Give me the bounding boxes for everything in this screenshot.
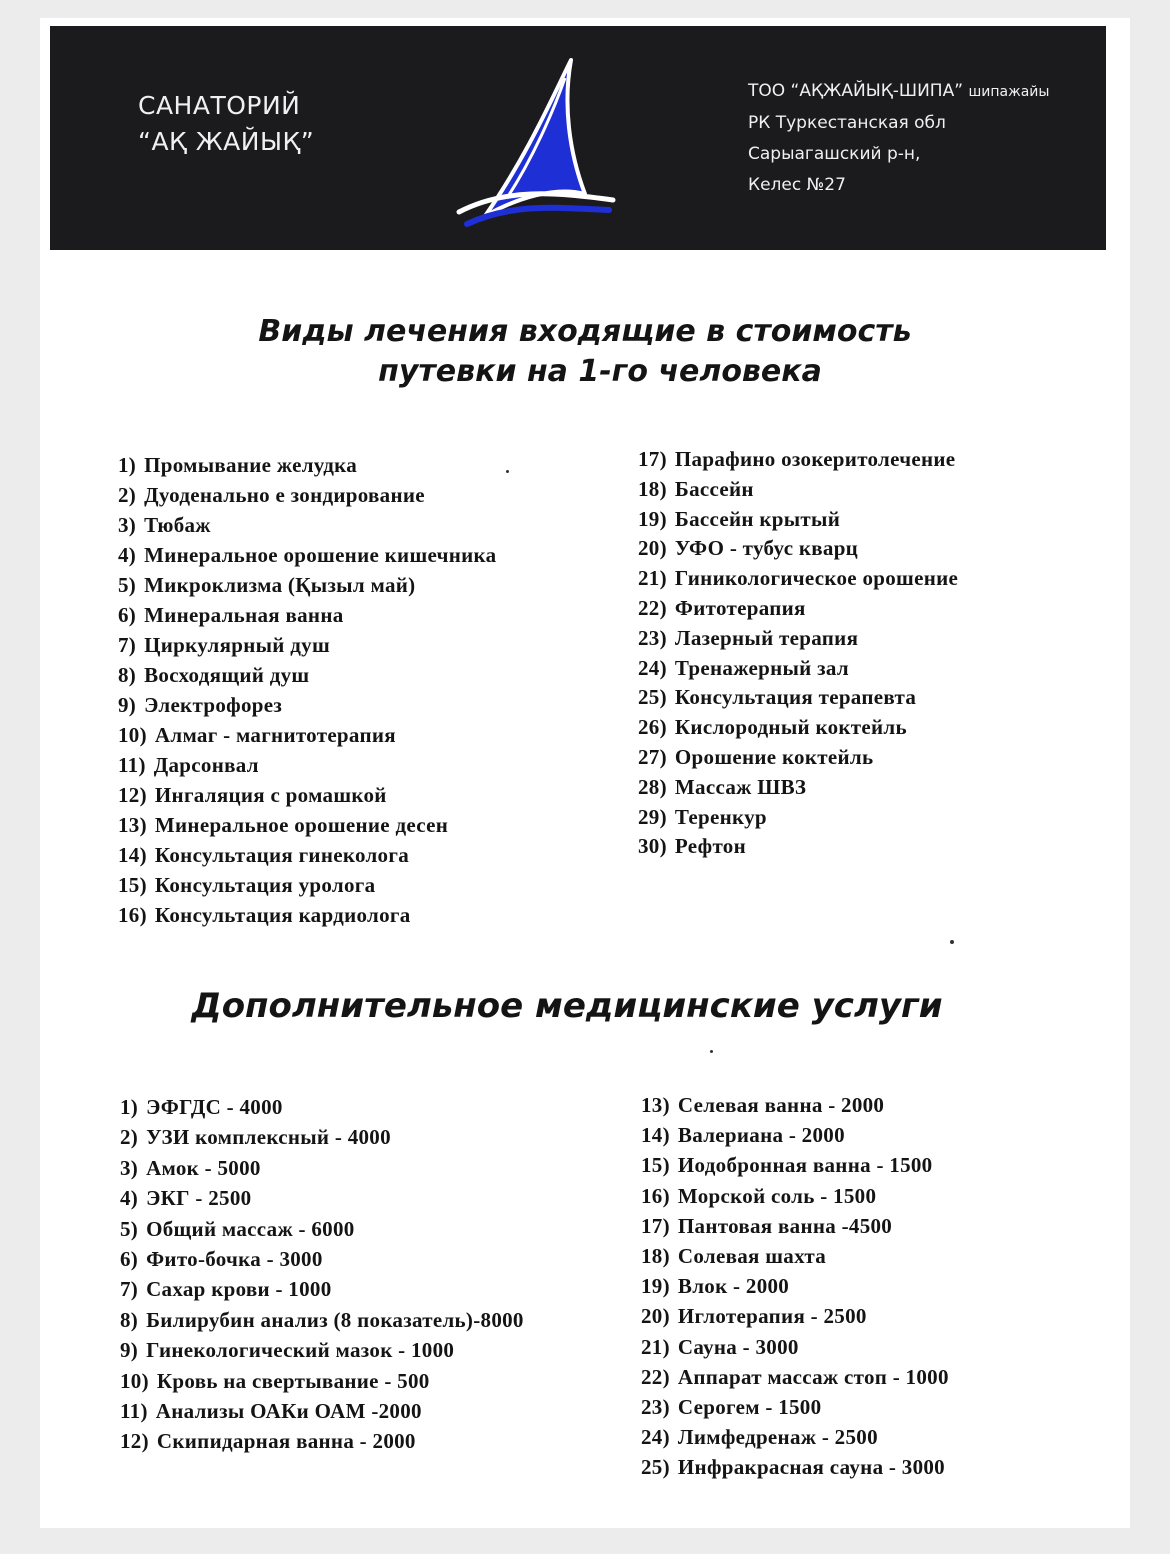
item-number: 16) <box>641 1183 670 1208</box>
item-number: 12) <box>120 1429 149 1454</box>
list-item <box>118 750 496 780</box>
list-item <box>120 1244 524 1274</box>
item-text: Иглотерапия - 2500 <box>677 1304 867 1329</box>
item-number: 17) <box>641 1213 670 1238</box>
item-text: Тренажерный зал <box>674 655 849 680</box>
list-item <box>641 1422 949 1452</box>
item-number: 2) <box>120 1125 139 1150</box>
list-item <box>118 690 496 720</box>
item-number: 4) <box>118 543 137 567</box>
included-treatments-list-right <box>638 445 958 862</box>
list-item <box>120 1335 524 1365</box>
list-item <box>118 780 496 810</box>
list-item <box>638 803 958 833</box>
item-text: Консультация кардиолога <box>154 903 411 927</box>
list-item <box>638 445 958 475</box>
item-number: 15) <box>118 873 147 897</box>
company-line-3: Сарыагашский р-н, <box>748 144 921 164</box>
item-number: 20) <box>638 536 667 561</box>
list-item <box>638 534 958 564</box>
section1-title-line-1: Виды лечения входящие в стоимость <box>258 314 912 349</box>
item-text: УЗИ комплексный - 4000 <box>146 1125 391 1150</box>
list-item <box>638 713 958 743</box>
company-info <box>748 76 1049 201</box>
item-text: Рефтон <box>674 834 747 859</box>
list-item <box>641 1301 949 1331</box>
item-number: 18) <box>638 476 667 501</box>
list-item <box>638 594 958 624</box>
list-item <box>118 480 496 510</box>
list-item <box>641 1362 949 1392</box>
item-text: Сахар крови - 1000 <box>146 1277 332 1302</box>
item-text: Восходящий душ <box>144 663 310 687</box>
scan-speck <box>710 1050 713 1053</box>
list-item <box>641 1392 949 1422</box>
item-text: Циркулярный душ <box>144 633 331 657</box>
item-text: Лазерный терапия <box>674 625 859 650</box>
list-item <box>641 1332 949 1362</box>
item-number: 27) <box>638 744 667 769</box>
item-text: УФО - тубус кварц <box>674 536 859 561</box>
item-number: 29) <box>638 804 667 829</box>
item-number: 18) <box>641 1244 670 1269</box>
item-text: Морской соль - 1500 <box>677 1183 877 1208</box>
item-text: ЭФГДС - 4000 <box>146 1095 283 1119</box>
item-text: Серогем - 1500 <box>677 1395 822 1420</box>
item-text: Гиникологическое орошение <box>674 566 959 591</box>
list-item <box>118 600 496 630</box>
item-number: 12) <box>118 783 147 807</box>
item-number: 24) <box>641 1425 670 1450</box>
item-text: Фитотерапия <box>674 595 806 620</box>
scan-speck <box>950 940 954 944</box>
list-item <box>118 540 496 570</box>
list-item <box>120 1274 524 1304</box>
item-text: Парафино озокеритолечение <box>674 447 956 471</box>
list-item <box>118 870 496 900</box>
item-number: 24) <box>638 655 667 680</box>
company-name: ТОО “АҚЖАЙЫҚ-ШИПА” <box>748 81 964 101</box>
brand-name <box>138 88 314 160</box>
header-banner <box>50 26 1106 250</box>
list-item <box>120 1396 524 1426</box>
list-item <box>120 1122 524 1152</box>
item-number: 17) <box>638 447 667 471</box>
item-text: Солевая шахта <box>677 1244 827 1269</box>
item-number: 3) <box>120 1155 139 1180</box>
item-number: 21) <box>641 1334 670 1359</box>
item-text: Минеральное орошение кишечника <box>144 543 497 567</box>
list-item <box>641 1452 949 1482</box>
list-item <box>638 773 958 803</box>
list-item <box>118 510 496 540</box>
company-name-suffix: шипажайы <box>968 84 1050 100</box>
item-text: Пантовая ванна -4500 <box>677 1213 893 1238</box>
item-number: 8) <box>118 663 137 687</box>
item-text: Минеральная ванна <box>144 603 344 627</box>
item-number: 26) <box>638 715 667 740</box>
item-text: Кровь на свертывание - 500 <box>156 1368 430 1393</box>
item-text: Амок - 5000 <box>146 1155 261 1180</box>
list-item <box>641 1181 949 1211</box>
extra-services-list-left <box>120 1092 524 1457</box>
list-item <box>118 570 496 600</box>
item-text: Консультация терапевта <box>674 685 917 710</box>
company-line-1 <box>748 76 1049 108</box>
item-number: 3) <box>118 513 137 537</box>
list-item <box>638 832 958 862</box>
list-item <box>641 1271 949 1301</box>
item-number: 10) <box>118 723 147 747</box>
list-item <box>118 720 496 750</box>
item-text: Микроклизма (Қызыл май) <box>144 573 416 597</box>
item-text: Алмаг - магнитотерапия <box>154 723 396 747</box>
list-item <box>118 840 496 870</box>
item-number: 19) <box>638 506 667 531</box>
item-text: Бассейн <box>674 476 754 501</box>
item-text: Тюбаж <box>144 513 211 537</box>
item-number: 9) <box>118 693 137 717</box>
list-item <box>638 624 958 654</box>
item-number: 5) <box>118 573 137 597</box>
item-number: 1) <box>118 453 137 477</box>
item-number: 10) <box>120 1368 149 1393</box>
item-text: Анализы ОАКи ОАМ -2000 <box>155 1399 422 1424</box>
list-item <box>120 1153 524 1183</box>
item-text: Валериана - 2000 <box>677 1123 845 1148</box>
item-text: Аппарат массаж стоп - 1000 <box>677 1364 949 1389</box>
list-item <box>638 654 958 684</box>
item-number: 7) <box>120 1277 139 1302</box>
item-number: 6) <box>120 1247 139 1272</box>
item-text: Орошение коктейль <box>674 744 874 769</box>
item-text: Электрофорез <box>144 693 283 717</box>
list-item <box>641 1150 949 1180</box>
list-item <box>641 1241 949 1271</box>
item-number: 5) <box>120 1216 139 1241</box>
item-text: Влок - 2000 <box>677 1274 790 1299</box>
item-text: Консультация уролога <box>154 873 376 897</box>
item-number: 2) <box>118 483 137 507</box>
scan-speck <box>506 470 509 473</box>
list-item <box>638 683 958 713</box>
item-number: 23) <box>638 625 667 650</box>
item-text: Скипидарная ванна - 2000 <box>156 1429 416 1454</box>
item-number: 22) <box>638 595 667 620</box>
item-text: Иодобронная ванна - 1500 <box>677 1153 933 1178</box>
item-text: Дарсонвал <box>153 753 259 777</box>
item-number: 25) <box>638 685 667 710</box>
item-number: 4) <box>120 1186 139 1211</box>
item-number: 20) <box>641 1304 670 1329</box>
item-text: Минеральное орошение десен <box>154 813 449 837</box>
item-text: Ингаляция с ромашкой <box>154 783 387 807</box>
item-number: 15) <box>641 1153 670 1178</box>
extra-services-list-right <box>641 1090 949 1483</box>
item-number: 16) <box>118 903 147 927</box>
item-text: ЭКГ - 2500 <box>146 1186 252 1211</box>
item-number: 13) <box>641 1093 670 1117</box>
item-text: Инфракрасная сауна - 3000 <box>677 1455 945 1480</box>
item-number: 14) <box>641 1123 670 1148</box>
list-item <box>120 1366 524 1396</box>
list-item <box>638 505 958 535</box>
list-item <box>118 450 496 480</box>
item-text: Фито-бочка - 3000 <box>146 1247 323 1272</box>
item-number: 11) <box>118 753 146 777</box>
company-line-4: Келес №27 <box>748 175 846 195</box>
item-number: 8) <box>120 1307 139 1332</box>
list-item <box>118 900 496 930</box>
item-text: Дуоденально е зондирование <box>144 483 425 507</box>
list-item <box>120 1092 524 1122</box>
item-text: Лимфедренаж - 2500 <box>677 1425 878 1450</box>
item-number: 28) <box>638 774 667 799</box>
item-number: 23) <box>641 1395 670 1420</box>
item-text: Билирубин анализ (8 показатель)-8000 <box>146 1307 524 1332</box>
item-text: Бассейн крытый <box>674 506 841 531</box>
item-number: 14) <box>118 843 147 867</box>
item-number: 25) <box>641 1455 670 1480</box>
list-item <box>120 1183 524 1213</box>
section2-title: Дополнительное медицинские услуги <box>191 986 943 1026</box>
brand-line-1: САНАТОРИЙ <box>138 91 301 120</box>
item-number: 7) <box>118 633 137 657</box>
list-item <box>120 1426 524 1456</box>
item-text: Кислородный коктейль <box>674 715 907 740</box>
list-item <box>118 630 496 660</box>
item-text: Теренкур <box>674 804 767 829</box>
list-item <box>638 475 958 505</box>
item-text: Сауна - 3000 <box>677 1334 799 1359</box>
section1-title-line-2: путевки на 1-го человека <box>378 354 822 389</box>
list-item <box>118 660 496 690</box>
list-item <box>120 1214 524 1244</box>
item-number: 19) <box>641 1274 670 1299</box>
item-text: Селевая ванна - 2000 <box>677 1093 885 1117</box>
brand-line-2: “АҚ ЖАЙЫҚ” <box>138 127 315 156</box>
included-treatments-list-left <box>118 450 496 930</box>
list-item <box>118 810 496 840</box>
company-line-2: РК Туркестанская обл <box>748 113 946 133</box>
item-number: 30) <box>638 834 667 859</box>
item-text: Общий массаж - 6000 <box>146 1216 355 1241</box>
list-item <box>120 1305 524 1335</box>
item-number: 21) <box>638 566 667 591</box>
item-number: 6) <box>118 603 137 627</box>
list-item <box>638 743 958 773</box>
item-text: Гинекологический мазок - 1000 <box>146 1338 455 1363</box>
item-number: 1) <box>120 1095 139 1119</box>
item-number: 13) <box>118 813 147 837</box>
item-number: 9) <box>120 1338 139 1363</box>
list-item <box>641 1211 949 1241</box>
item-number: 11) <box>120 1399 148 1424</box>
item-text: Консультация гинеколога <box>154 843 409 867</box>
section1-title <box>0 312 1170 392</box>
list-item <box>638 564 958 594</box>
list-item <box>641 1120 949 1150</box>
item-text: Массаж ШВЗ <box>674 774 807 799</box>
list-item <box>641 1090 949 1120</box>
item-text: Промывание желудка <box>144 453 358 477</box>
item-number: 22) <box>641 1364 670 1389</box>
sailboat-icon <box>445 48 625 228</box>
